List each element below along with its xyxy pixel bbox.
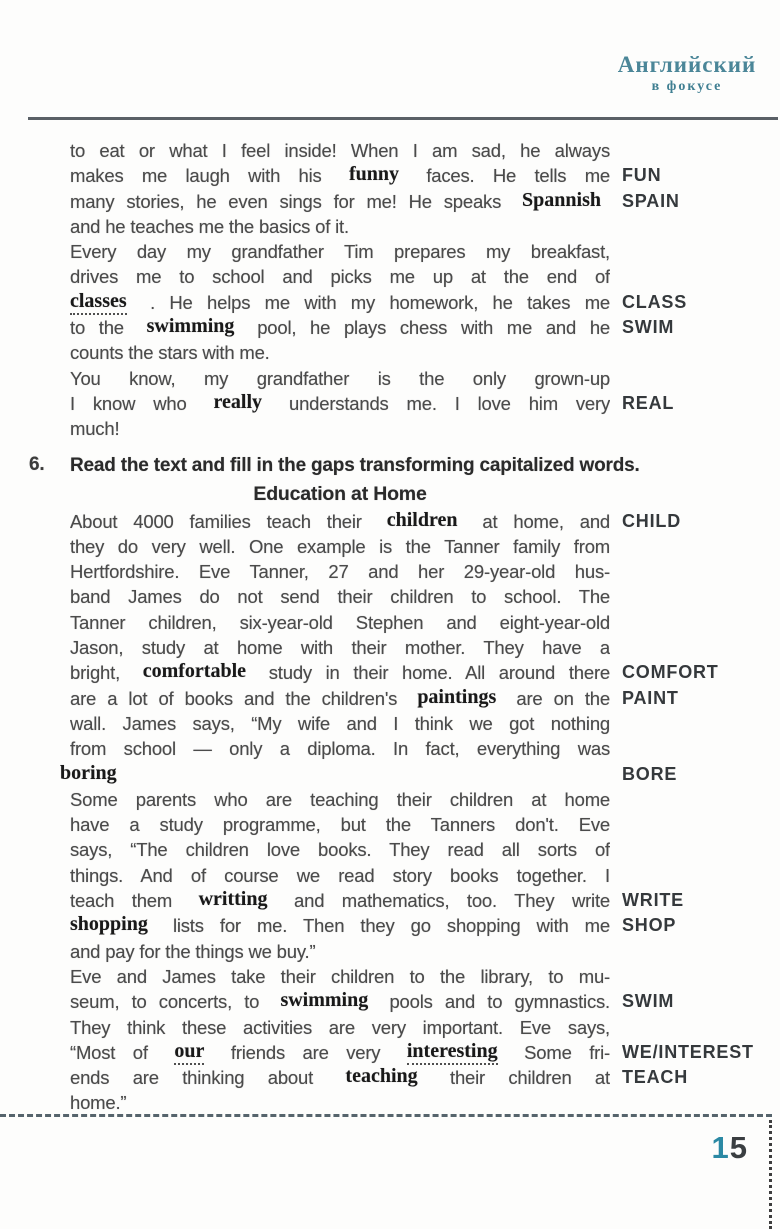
text-line <box>60 761 770 787</box>
text-line <box>70 812 770 837</box>
line-text <box>70 1015 610 1040</box>
gap-answer: shopping <box>70 913 148 936</box>
line-text <box>70 416 610 441</box>
text-line <box>70 660 770 685</box>
margin-keyword: SWIM <box>622 317 675 338</box>
gap-answer: funny <box>348 163 399 186</box>
text-line <box>70 534 770 559</box>
line-text <box>70 189 610 215</box>
line-text <box>70 138 610 163</box>
text-line <box>70 264 770 289</box>
line-text <box>70 509 610 535</box>
gap-answer: our <box>174 1040 204 1065</box>
text-line <box>70 1015 770 1040</box>
text-fragment: many stories, he even sings for me! He speaks <box>70 190 502 212</box>
gap-answer: swimming <box>146 315 235 338</box>
text-fragment: their children at <box>450 1067 610 1089</box>
gap-answer: paintings <box>417 685 497 708</box>
margin-keyword: TEACH <box>622 1067 688 1088</box>
text-line <box>70 584 770 609</box>
line-text <box>70 736 610 761</box>
text-fragment: . He helps me with my homework, he takes me <box>150 291 610 313</box>
text-line <box>70 964 770 989</box>
text-line <box>70 913 770 938</box>
text-fragment: Hertfordshire. Eve Tanner, 27 and her 29-year-old hus- <box>70 561 610 583</box>
main-text-column <box>29 138 770 1116</box>
right-dotted-rule <box>769 1120 772 1229</box>
text-fragment: ends are thinking about <box>70 1067 314 1089</box>
text-line <box>70 888 770 913</box>
text-fragment: at home, and <box>482 510 610 532</box>
text-line <box>70 610 770 635</box>
margin-keyword: COMFORT <box>622 662 719 683</box>
text-line <box>70 1065 770 1090</box>
text-fragment: Jason, study at home with their mother. They have a <box>70 637 610 659</box>
line-text <box>70 163 610 189</box>
line-text <box>70 340 610 365</box>
text-line <box>70 863 770 888</box>
text-fragment: counts the stars with me. <box>70 342 270 364</box>
text-fragment: seum, to concerts, to <box>70 991 260 1013</box>
line-text <box>70 315 610 341</box>
margin-keyword: BORE <box>622 763 678 784</box>
text-fragment: faces. He tells me <box>426 165 610 187</box>
gap-answer: writting <box>198 888 268 911</box>
text-fragment: About 4000 families teach their <box>70 510 362 532</box>
page-number <box>712 1130 749 1166</box>
text-fragment: are a lot of books and the children's <box>70 687 398 709</box>
text-fragment: They think these activities are very important. Eve says, <box>70 1016 610 1038</box>
text-fragment: have a study programme, but the Tanners don't. Eve <box>70 814 610 836</box>
exercise6-number: 6. <box>29 453 45 475</box>
line-text <box>70 964 610 989</box>
text-line <box>70 1090 770 1115</box>
text-fragment: study in their home. All around there <box>268 662 610 684</box>
margin-keyword: CHILD <box>622 510 681 531</box>
line-text <box>70 888 610 914</box>
text-fragment: I know who <box>70 392 187 414</box>
margin-keyword: REAL <box>622 392 675 413</box>
gap-answer: children <box>386 508 458 531</box>
line-text <box>70 660 610 686</box>
text-line <box>70 1040 770 1065</box>
text-fragment: from school — only a diploma. In fact, everything was <box>70 738 610 760</box>
text-fragment: You know, my grandfather is the only grown-up <box>70 367 610 389</box>
margin-keyword: SPAIN <box>622 190 680 211</box>
text-line <box>70 509 770 534</box>
text-line <box>70 391 770 416</box>
line-text <box>70 1065 610 1091</box>
text-fragment: things. And of course we read story books together. I <box>70 864 610 886</box>
margin-keyword: PAINT <box>622 687 679 708</box>
line-text <box>70 214 610 239</box>
text-line <box>70 138 770 163</box>
text-fragment: Some fri- <box>524 1041 610 1063</box>
text-fragment: home.” <box>70 1092 127 1114</box>
text-line <box>70 837 770 862</box>
logo-title-text: Английский <box>617 52 757 77</box>
line-text <box>70 837 610 862</box>
exercise6-title: Education at Home <box>253 482 427 505</box>
text-line <box>70 416 770 441</box>
text-fragment: says, “The children love books. They read all sorts of <box>70 839 610 861</box>
text-fragment: and pay for the things we buy.” <box>70 940 316 962</box>
margin-keyword: SHOP <box>622 915 677 936</box>
gap-answer: Spannish <box>522 188 601 211</box>
text-fragment: and he teaches me the basics of it. <box>70 215 349 237</box>
text-line <box>70 939 770 964</box>
gap-answer: really <box>213 390 263 413</box>
text-fragment: bright, <box>70 662 121 684</box>
text-line <box>70 635 770 660</box>
text-fragment: pools and to gymnastics. <box>389 991 610 1013</box>
margin-keyword: WRITE <box>622 890 684 911</box>
text-fragment: friends are very <box>230 1041 381 1063</box>
spotlight-logo <box>602 52 772 95</box>
text-line <box>70 340 770 365</box>
text-line <box>70 315 770 340</box>
exercise6-text-block <box>60 508 770 1116</box>
text-line <box>70 290 770 315</box>
line-text <box>70 239 610 264</box>
line-text <box>70 812 610 837</box>
line-text <box>70 584 610 609</box>
text-fragment: to the <box>70 317 124 339</box>
text-fragment: and mathematics, too. They write <box>294 890 610 912</box>
line-text <box>70 290 610 316</box>
text-fragment: lists for me. Then they go shopping with me <box>172 915 610 937</box>
gap-answer: interesting <box>407 1040 498 1065</box>
text-line <box>70 686 770 711</box>
page-number-digit: 1 <box>711 1130 730 1165</box>
gap-answer: swimming <box>280 989 369 1012</box>
text-line <box>70 989 770 1014</box>
line-text <box>70 366 610 391</box>
line-text <box>70 863 610 888</box>
text-line <box>70 189 770 214</box>
line-text <box>70 610 610 635</box>
margin-keyword: CLASS <box>622 291 688 312</box>
margin-keyword: FUN <box>622 165 662 186</box>
line-text <box>70 913 610 939</box>
exercise5-text-block <box>70 138 770 442</box>
text-fragment: are on the <box>516 687 610 709</box>
gap-answer: boring <box>60 761 117 784</box>
line-text <box>70 559 610 584</box>
text-fragment: understands me. I love him very <box>288 392 610 414</box>
logo-subtitle-text: в фокусе <box>651 79 723 94</box>
line-text <box>70 939 610 964</box>
line-text <box>70 787 610 812</box>
text-line <box>70 711 770 736</box>
text-fragment: makes me laugh with his <box>70 165 322 187</box>
text-line <box>70 366 770 391</box>
text-fragment: much! <box>70 418 120 440</box>
text-fragment: Some parents who are teaching their children at home <box>70 788 610 810</box>
line-text <box>70 635 610 660</box>
page-number-digit: 5 <box>729 1130 748 1165</box>
text-line <box>70 163 770 188</box>
text-line <box>70 239 770 264</box>
line-text <box>70 264 610 289</box>
margin-keyword: WE/INTEREST <box>622 1041 754 1062</box>
text-fragment: to eat or what I feel inside! When I am sad, he always <box>70 140 610 161</box>
text-fragment: they do very well. One example is the Tanner family from <box>70 535 610 557</box>
text-fragment: teach them <box>70 890 173 912</box>
gap-answer: teaching <box>345 1065 418 1088</box>
text-fragment: wall. James says, “My wife and I think we got nothing <box>70 712 610 734</box>
text-fragment: Eve and James take their children to the library, to mu- <box>70 965 610 987</box>
text-fragment: “Most of <box>70 1041 148 1063</box>
text-line <box>70 559 770 584</box>
text-fragment: drives me to school and picks me up at the end of <box>70 266 610 288</box>
line-text <box>70 686 610 712</box>
line-text <box>70 1090 610 1115</box>
margin-keyword: SWIM <box>622 991 675 1012</box>
gap-answer: classes <box>70 290 127 315</box>
text-line <box>70 787 770 812</box>
footer-dashed-rule <box>0 1114 772 1117</box>
exercise6-heading <box>29 449 770 480</box>
line-text <box>70 534 610 559</box>
line-text <box>70 1040 610 1066</box>
text-fragment: Every day my grandfather Tim prepares my breakfast, <box>70 241 610 263</box>
line-text <box>60 762 600 788</box>
text-fragment: band James do not send their children to school. The <box>70 586 610 608</box>
gap-answer: comfortable <box>142 660 247 683</box>
text-line <box>70 214 770 239</box>
header-rule <box>28 117 778 120</box>
text-line <box>70 736 770 761</box>
exercise6-instruction: Read the text and fill in the gaps transforming capitalized words. <box>70 454 640 476</box>
line-text <box>70 989 610 1015</box>
line-text <box>70 391 610 417</box>
text-fragment: Tanner children, six-year-old Stephen and eight-year-old <box>70 611 610 633</box>
text-fragment: pool, he plays chess with me and he <box>257 317 610 339</box>
line-text <box>70 711 610 736</box>
